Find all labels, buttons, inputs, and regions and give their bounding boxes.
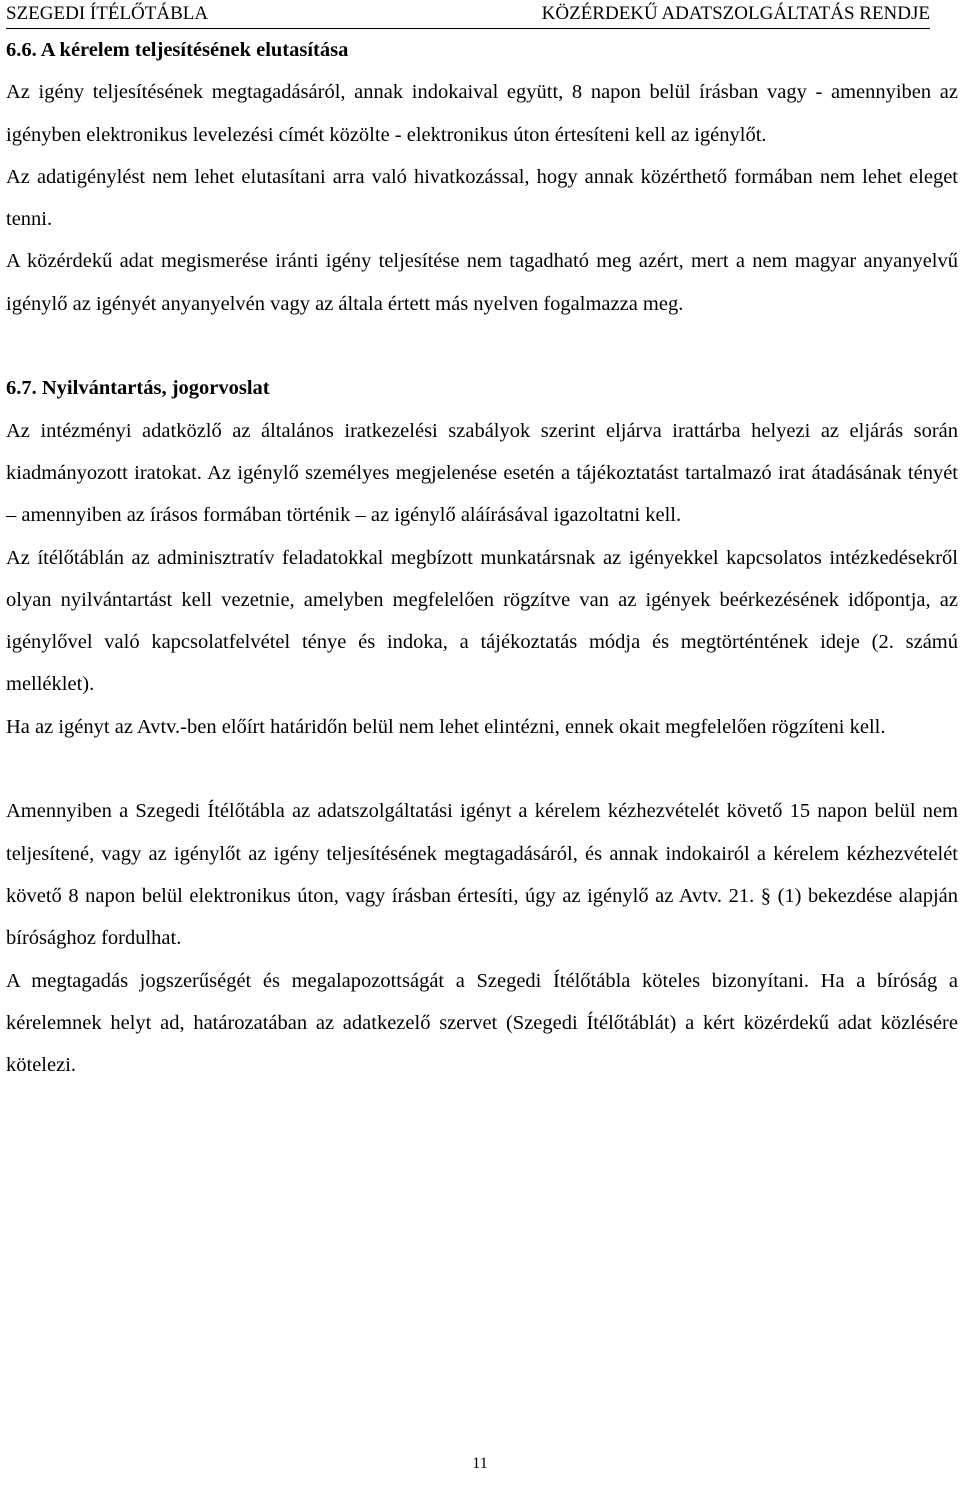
paragraph: Az intézményi adatközlő az általános iratkezelési szabályok szerint eljárva irattárba helyezi az eljárás során kiadmányozott iratokat. Az igénylő személyes megjelenése esetén a tájékoztatást tartalmazó irat átadásának tényét – amennyiben az írásos formában történik – az igénylő aláírásával igazoltatni kell. bbox=[6, 419, 958, 527]
paragraph: Az ítélőtáblán az adminisztratív feladatokkal megbízott munkatársnak az igényekkel kapcsolatos intézkedésekről olyan nyilvántartást kell vezetnie, amelyben megfelelően rögzítve van az igények beérkezésének időpontja, az igénylővel való kapcsolatfelvétel ténye és indoka, a tájékoztatás módja és megtörténtének ideje (2. számú melléklet). bbox=[6, 546, 958, 696]
spacer bbox=[6, 325, 958, 367]
document-body bbox=[6, 29, 958, 1086]
paragraph: Ha az igényt az Avtv.-ben előírt határidőn belül nem lehet elintézni, ennek okait megfelelően rögzíteni kell. bbox=[6, 715, 886, 738]
paragraph: Az igény teljesítésének megtagadásáról, annak indokaival együtt, 8 napon belül írásban vagy - amennyiben az igényben elektronikus levelezési címét közölte - elektronikus úton értesíteni kell az igénylőt. bbox=[6, 81, 958, 146]
header-document-title: KÖZÉRDEKŰ ADATSZOLGÁLTATÁS RENDJE bbox=[541, 3, 930, 24]
page-number: 11 bbox=[472, 1455, 488, 1472]
header-court-name: SZEGEDI ÍTÉLŐTÁBLA bbox=[6, 3, 209, 24]
paragraph: Amennyiben a Szegedi Ítélőtábla az adatszolgáltatási igényt a kérelem kézhezvételét követő 15 napon belül nem teljesítené, vagy az igénylőt az igény teljesítésének megtagadásáról, és annak indokairól a kérelem kézhezvételét követő 8 napon belül elektronikus úton, vagy írásban értesíti, úgy az igénylő az Avtv. 21. § (1) bekezdése alapján bírósághoz fordulhat. bbox=[6, 800, 958, 950]
page-header bbox=[6, 2, 930, 29]
paragraph: Az adatigénylést nem lehet elutasítani arra való hivatkozással, hogy annak közérthető formában nem lehet eleget tenni. bbox=[6, 165, 958, 231]
spacer bbox=[6, 748, 958, 790]
paragraph: A közérdekű adat megismerése iránti igény teljesítése nem tagadható meg azért, mert a nem magyar anyanyelvű igénylő az igényét anyanyelvén vagy az általa értett más nyelven fogalmazza meg. bbox=[6, 250, 958, 315]
section-heading-6-6: 6.6. A kérelem teljesítésének elutasítása bbox=[6, 39, 349, 61]
section-heading-6-7: 6.7. Nyilvántartás, jogorvoslat bbox=[6, 377, 270, 400]
paragraph: A megtagadás jogszerűségét és megalapozottságát a Szegedi Ítélőtábla köteles bizonyítani. Ha a bíróság a kérelemnek helyt ad, határozatában az adatkezelő szervet (Szegedi Ítélőtáblát) a kért közérdekű adat közlésére kötelezi. bbox=[6, 969, 958, 1077]
